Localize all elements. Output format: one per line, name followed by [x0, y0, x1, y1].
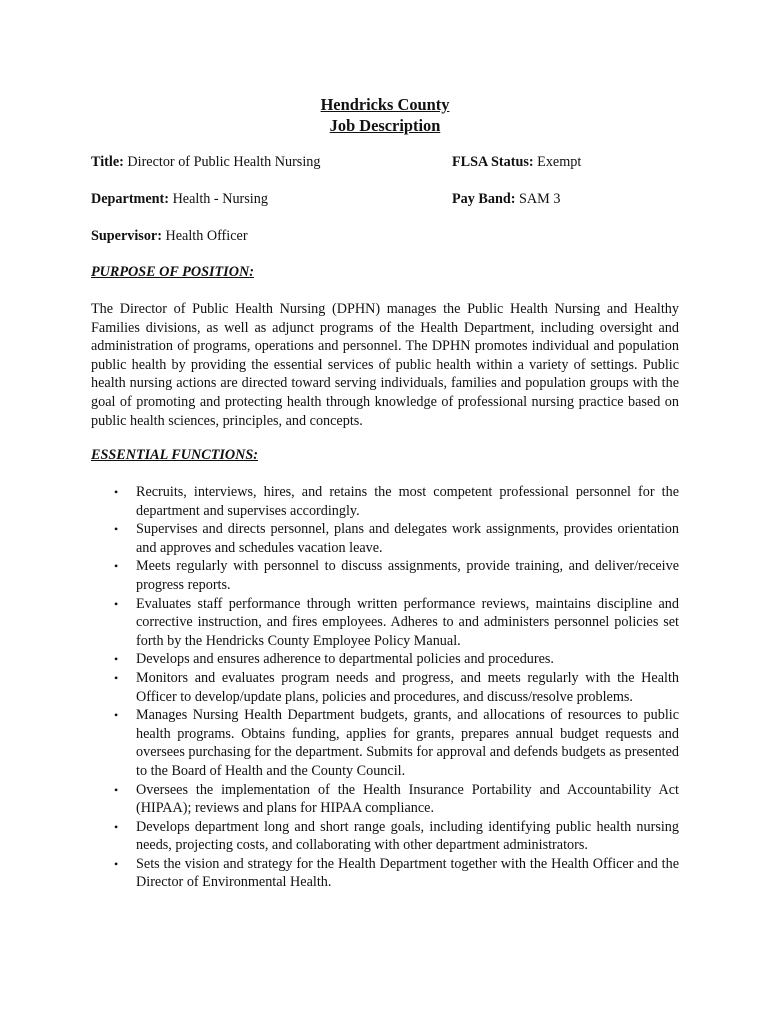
list-item — [91, 781, 679, 818]
function-text: Supervises and directs personnel, plans and delegates work assignments, provides orientation and approves and schedules vacation leave. — [136, 521, 679, 556]
meta-row-department — [91, 189, 691, 209]
list-item — [91, 818, 679, 855]
function-text: Sets the vision and strategy for the Health Department together with the Health Officer and the Director of Environmental Health. — [136, 855, 679, 891]
bullet-icon: • — [114, 522, 119, 537]
supervisor-value: Health Officer — [165, 228, 248, 244]
purpose-section — [91, 300, 679, 430]
list-item — [91, 595, 679, 651]
list-item — [91, 483, 679, 520]
function-text: Meets regularly with personnel to discuss assignments, provide training, and deliver/receive progress reports. — [136, 558, 679, 593]
county-title: Hendricks County — [320, 95, 450, 114]
bullet-icon: • — [114, 559, 119, 574]
flsa-value: Exempt — [537, 154, 582, 170]
function-text: Develops and ensures adherence to departmental policies and procedures. — [136, 651, 554, 668]
list-item — [91, 520, 679, 557]
department-label: Department: — [91, 191, 170, 207]
department-value: Health - Nursing — [172, 191, 268, 207]
flsa-field — [452, 152, 581, 172]
purpose-text: The Director of Public Health Nursing (DPHN) manages the Public Health Nursing and Healthy Families divisions, as well as adjunct programs of the Health Department, including oversight and administration of programs, operations and personnel. The DPHN promotes individual and population public health by providing the essential services of public health within a variety of settings. Public health nursing actions are directed toward serving individuals, families and population groups with the goal of promoting and protecting health through knowledge of professional nursing practice based on public health sciences, principles, and concepts. — [91, 301, 679, 429]
list-item — [91, 557, 679, 594]
bullet-icon: • — [114, 782, 119, 797]
functions-heading: ESSENTIAL FUNCTIONS: — [91, 447, 259, 463]
list-item — [91, 706, 679, 780]
bullet-icon: • — [114, 596, 119, 611]
function-text: Evaluates staff performance through written performance reviews, maintains discipline and corrective instruction, and fires employees. Adheres to and administers personnel policies set forth by the Hendricks County Employee Policy Manual. — [136, 595, 679, 649]
document-header — [0, 94, 770, 136]
bullet-icon: • — [114, 819, 119, 834]
title-label: Title: — [91, 154, 124, 170]
bullet-icon: • — [114, 652, 119, 667]
bullet-icon: • — [114, 485, 119, 499]
title-field — [91, 152, 320, 172]
list-item — [91, 650, 679, 669]
function-text: Oversees the implementation of the Health Insurance Portability and Accountability Act (HIPAA); reviews and plans for HIPAA compliance. — [136, 781, 679, 817]
bullet-icon: • — [114, 670, 119, 685]
meta-row-supervisor — [91, 226, 691, 246]
list-item — [91, 855, 679, 892]
function-text: Monitors and evaluates program needs and progress, and meets regularly with the Health Officer to develop/update plans, policies and procedures, and discuss/resolve problems. — [136, 669, 679, 705]
purpose-heading: PURPOSE OF POSITION: — [91, 264, 254, 280]
title-value: Director of Public Health Nursing — [127, 154, 321, 170]
essential-functions-list — [91, 483, 679, 892]
supervisor-field — [91, 226, 248, 246]
payband-value: SAM 3 — [519, 191, 561, 207]
function-text: Recruits, interviews, hires, and retains the most competent professional personnel for the department and supervises accordingly. — [136, 484, 679, 519]
meta-row-title — [91, 152, 691, 172]
function-text: Manages Nursing Health Department budgets, grants, and allocations of resources to public health programs. Obtains funding, applies for grants, prepares annual budget requests and oversees purchasing for the department. Submits for approval and defends budgets as presented to the Board of Health and the County Council. — [136, 707, 679, 779]
payband-field — [452, 189, 560, 209]
bullet-icon: • — [114, 708, 119, 723]
document-title: Job Description — [329, 116, 441, 135]
flsa-label: FLSA Status: — [452, 154, 534, 170]
bullet-icon: • — [114, 856, 119, 871]
payband-label: Pay Band: — [452, 191, 516, 207]
supervisor-label: Supervisor: — [91, 228, 162, 244]
department-field — [91, 189, 268, 209]
list-item — [91, 669, 679, 706]
function-text: Develops department long and short range goals, including identifying public health nursing needs, projecting costs, and collaborating with other department administrators. — [136, 818, 679, 854]
